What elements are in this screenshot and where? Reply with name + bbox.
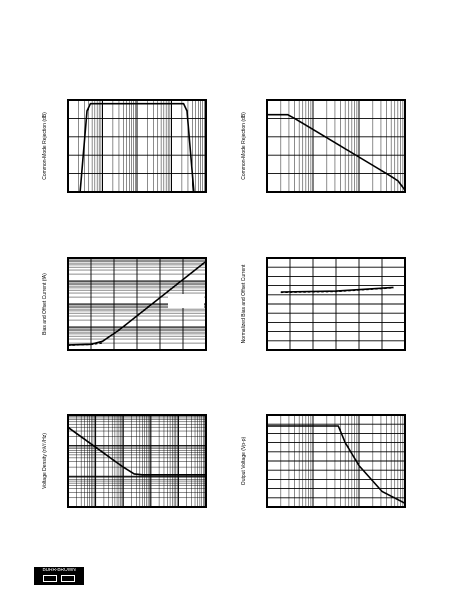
chart-bottom-left [41,415,206,507]
plot-background [267,100,405,192]
y-axis-label: Common-Mode Rejection (dB) [241,112,247,180]
logo-text: BURR-BROWN [35,568,83,573]
chart-top-left [42,100,206,192]
chart-middle-left [42,258,206,350]
plot-background [68,415,206,507]
y-axis-label: Voltage Density (nV/√Hz) [42,433,48,489]
y-axis-label: Normalized Bias and Offset Current [241,264,247,344]
logo-mark [35,573,83,584]
chart-top-right [241,100,405,192]
y-axis-label: Common-Mode Rejection (dB) [42,112,48,180]
y-axis-label: Bias and Offset Current (fA) [42,273,48,335]
burr-brown-logo [34,567,84,585]
chart-bottom-right [241,415,405,507]
chart-middle-right [241,258,405,350]
plot-annotation-box [168,294,204,308]
y-axis-label: Output Voltage (Vp-p) [241,436,247,486]
